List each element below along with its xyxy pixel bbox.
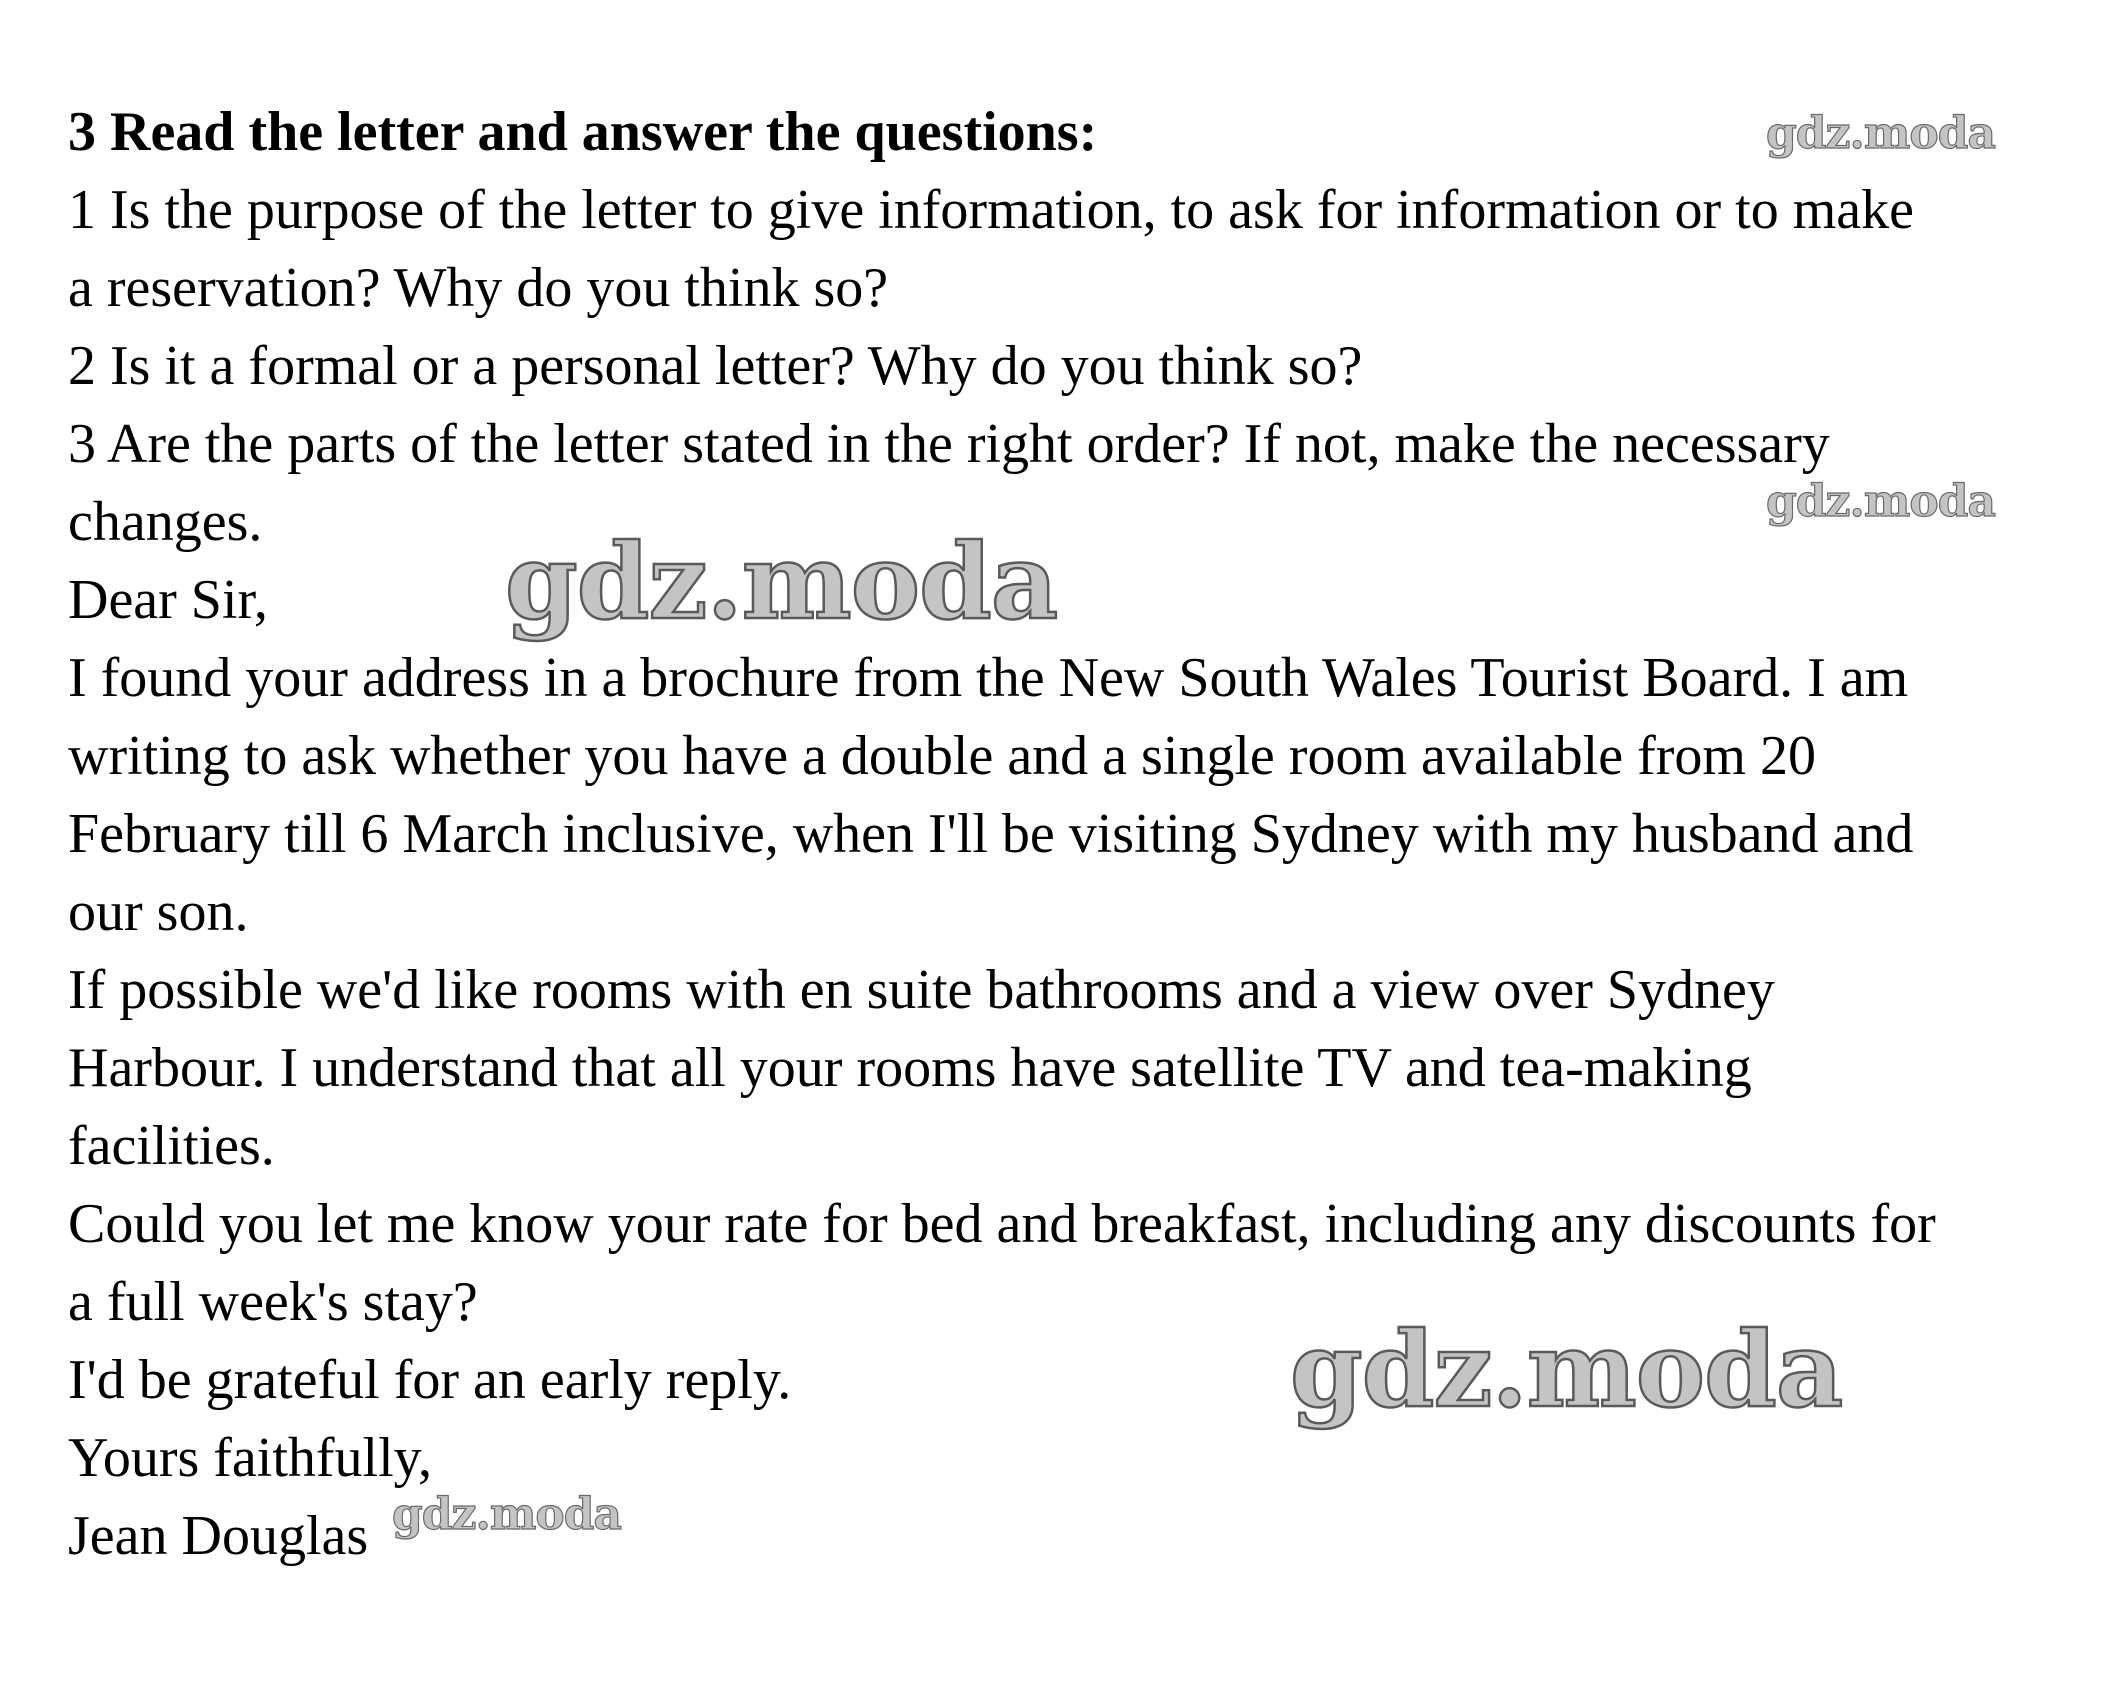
watermark-top-right: gdz.moda	[1766, 108, 1996, 159]
exercise-heading: 3 Read the letter and answer the questions:	[68, 101, 1098, 163]
watermark-large-upper: gdz.moda	[505, 520, 1058, 643]
letter-paragraph-2-line-2: Harbour. I understand that all your rooms have satellite TV and tea-making	[68, 1037, 1752, 1099]
letter-closing: Yours faithfully,	[68, 1427, 433, 1489]
question-2-line: 2 Is it a formal or a personal letter? Why do you think so?	[68, 335, 1363, 397]
letter-paragraph-1-line-3: February till 6 March inclusive, when I'll be visiting Sydney with my husband and	[68, 803, 1914, 865]
letter-paragraph-1-line-4: our son.	[68, 881, 249, 943]
letter-paragraph-3-line-1: Could you let me know your rate for bed and breakfast, including any discounts for	[68, 1193, 1936, 1255]
watermark-near-signature: gdz.moda	[392, 1489, 622, 1540]
letter-paragraph-1-line-2: writing to ask whether you have a double and a single room available from 20	[68, 725, 1816, 787]
letter-paragraph-2-line-3: facilities.	[68, 1115, 275, 1177]
letter-paragraph-3-line-2: a full week's stay?	[68, 1271, 478, 1333]
question-1-line-1: 1 Is the purpose of the letter to give information, to ask for information or to make	[68, 179, 1914, 241]
question-3-line-2: changes.	[68, 491, 263, 553]
letter-signature-name: Jean Douglas	[68, 1505, 369, 1567]
watermark-large-lower: gdz.moda	[1290, 1308, 1843, 1431]
question-1-line-2: a reservation? Why do you think so?	[68, 257, 889, 319]
letter-paragraph-4: I'd be grateful for an early reply.	[68, 1349, 792, 1411]
letter-paragraph-2-line-1: If possible we'd like rooms with en suite bathrooms and a view over Sydney	[68, 959, 1775, 1021]
watermark-right-middle: gdz.moda	[1766, 476, 1996, 527]
letter-paragraph-1-line-1: I found your address in a brochure from the New South Wales Tourist Board. I am	[68, 647, 1909, 709]
question-3-line-1: 3 Are the parts of the letter stated in the right order? If not, make the necessary	[68, 413, 1830, 475]
letter-salutation: Dear Sir,	[68, 569, 268, 631]
